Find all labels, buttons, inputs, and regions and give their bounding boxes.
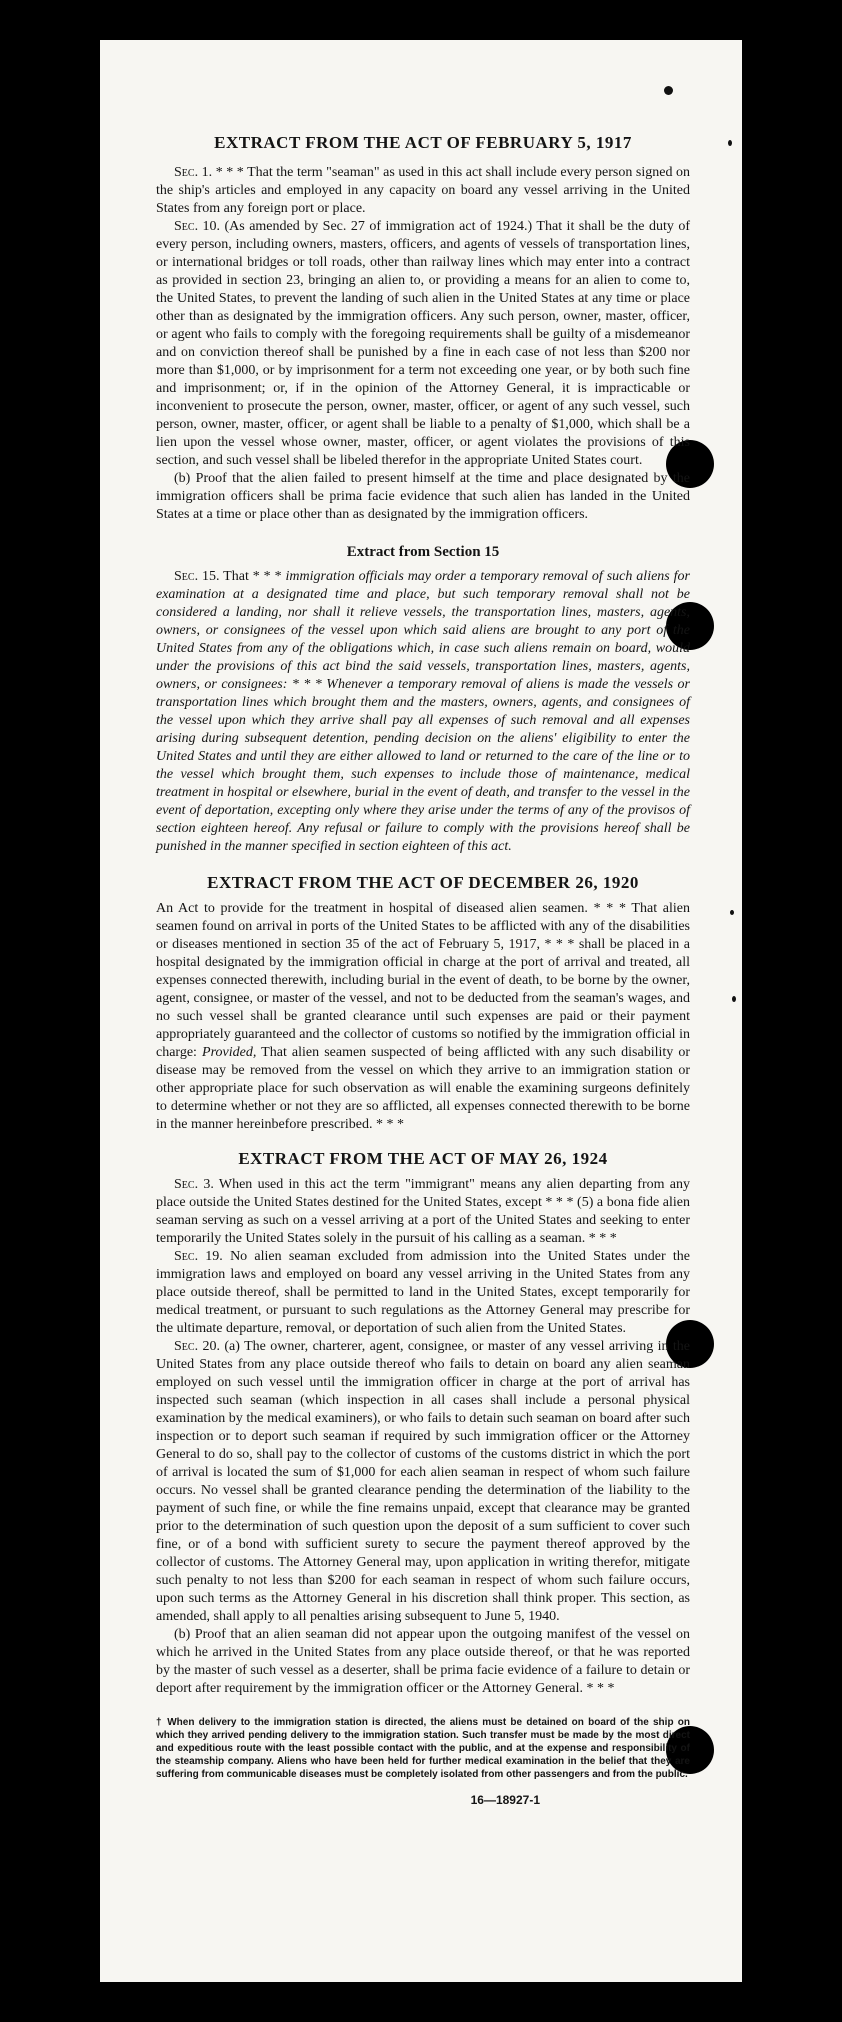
sec-10-text: (As amended by Sec. 27 of immigration act of 1924.) That it shall be the duty of every person, including owners, masters, officers, and agents of vessels of transportation lines, or international bridges or toll roads, other than railway lines which may enter into a contract as provided in section 23, bringing an alien to, or providing a means for an alien to come to, the United States, to prevent the landing of such alien in the United States at any time or place other than as designated by the immigration officers. Any such person, owner, master, officer, or agent who fails to comply with the foregoing requirements shall be guilty of a misdemeanor and on conviction thereof shall be punished by a fine in each case of not less than $200 nor more than $1,000, or by imprisonment for a term not exceeding one year, or by both such fine and imprisonment; or, if in the opinion of the Attorney General, it is impracticable or inconvenient to prosecute the person, owner, master, officer, or agent of any such vessel, such person, owner, master, officer, or agent shall be liable to a penalty of $1,000, which shall be a lien upon the vessel whose owner, master, officer, or agent violates the provisions of this section, and such vessel shall be libeled therefor in the appropriate United States court.: [156, 219, 690, 468]
act-1920-provided: Provided,: [202, 1045, 257, 1060]
sec-10-label: Sec. 10.: [174, 219, 221, 234]
act-1920-paragraph: [156, 900, 690, 1134]
heading-section-15: Extract from Section 15: [346, 544, 500, 560]
heading-act-1920: EXTRACT FROM THE ACT OF DECEMBER 26, 1920: [207, 873, 639, 892]
sec-15-text: immigration officials may order a temporary removal of such aliens for examination at a designated time and place, but such temporary removal shall not be considered a landing, nor shall it relieve vessels, the transportation lines, masters, agents, owners, or consignees of the vessel upon which said aliens are brought to any port of the United States from any of the obligations which, in case such aliens remain on board, would under the provisions of this act bind the said vessels, transportation lines, masters, agents, owners, or consignees: * * * Whenever a temporary removal of aliens is made the vessels or transportation lines which brought them and the masters, owners, agents, and consignees of the vessel upon which they arrive shall pay all expenses of such removal and all expenses arising during subsequent detention, pending decision on the aliens' eligibility to enter the United States and until they are either allowed to land or returned to the care of the line or to the vessel which brought them, such expenses to include those of maintenance, medical treatment in hospital or elsewhere, burial in the event of death, and transfer to the vessel in the event of deportation, excepting only where they arise under the terms of any of the provisos of section eighteen hereof. Any refusal or failure to comply with the provisions hereof shall be punished in the manner specified in section eighteen of this act.: [156, 569, 690, 854]
document-body: [156, 132, 690, 1807]
sec-3-label: Sec. 3.: [174, 1177, 214, 1192]
ink-speck: [730, 910, 734, 915]
sec-10-paragraph: [156, 218, 690, 470]
sec-20-text: (a) The owner, charterer, agent, consignee, or master of any vessel arriving in the United States from any place outside thereof who fails to detain on board any alien seaman employed on such vessel until the immigration officer in charge at the port of arrival has inspected such seaman (which inspection in all cases shall include a personal physical examination by the medical examiners), or who fails to detain such seaman on board after such inspection or to deport such seaman if required by such immigration officer or the Attorney General to do so, shall pay to the collector of customs of the customs district in which the port of arrival is located the sum of $1,000 for each alien seaman in respect of whom such failure occurs. No vessel shall be granted clearance pending the determination of the liability to the payment of such fine, or while the fine remains unpaid, except that clearance may be granted prior to the determination of such question upon the deposit of a sum sufficient to cover such fine, or of a bond with sufficient surety to secure the payment thereof approved by the collector of customs. The Attorney General may, upon application in writing therefor, mitigate such penalty to not less than $200 for each seaman in respect of whom such failure occurs, upon such terms as the Attorney General in his discretion shall think proper. This section, as amended, shall apply to all penalties arising subsequent to June 5, 1940.: [156, 1339, 690, 1624]
sec-15-label: Sec. 15.: [174, 569, 220, 584]
sec-15-paragraph: [156, 568, 690, 856]
act-1920-text: An Act to provide for the treatment in hospital of diseased alien seamen. * * * That alien seamen found on arrival in ports of the United States to be afflicted with any of the disabilities or diseases mentioned in section 35 of the act of February 5, 1917, * * * shall be placed in a hospital designated by the immigration official in charge at the port of arrival and treated, all expenses connected therewith, including burial in the event of death, to be borne by the owner, agent, consignee, or master of the vessel, and not to be deducted from the seaman's wages, and no such vessel shall be granted clearance until such expenses are paid or their payment appropriately guaranteed and the collector of customs so notified by the immigration official in charge:: [156, 901, 690, 1060]
sec-1-text: * * * That the term "seaman" as used in this act shall include every person signed on the ship's articles and employed in any capacity on board any vessel arriving in the United States from any foreign port or place.: [156, 165, 690, 216]
sec-10b-paragraph: (b) Proof that the alien failed to present himself at the time and place designated by the immigration officers shall be prima facie evidence that such alien has landed in the United States at a time or place other than as designated by the immigration officers.: [156, 471, 690, 522]
sec-20-paragraph: [156, 1338, 690, 1626]
footnote: † When delivery to the immigration station is directed, the aliens must be detained on board of the ship on which they arrived pending delivery to the immigration station. Such transfer must be made by the most direct and expeditious route with the least possible contact with the public, and at the expense and responsibility of the steamship company. Aliens who have been held for further medical examination in the belief that they are suffering from communicable diseases must be completely isolated from other passengers and from the public.: [156, 1717, 690, 1780]
sec-3-text: When used in this act the term "immigrant" means any alien departing from any place outside the United States destined for the United States, except * * * (5) a bona fide alien seaman serving as such on a vessel arriving at a port of the United States and seeking to enter temporarily the United States solely in the pursuit of his calling as a seaman. * * *: [156, 1177, 690, 1246]
ink-speck: [728, 140, 732, 146]
sec-1-paragraph: [156, 164, 690, 218]
ink-speck: [664, 86, 673, 95]
form-number: 16—18927-1: [470, 1793, 540, 1807]
sec-19-label: Sec. 19.: [174, 1249, 223, 1264]
heading-act-1917: EXTRACT FROM THE ACT OF FEBRUARY 5, 1917: [214, 133, 632, 152]
ink-speck: [732, 996, 736, 1002]
sec-19-text: No alien seaman excluded from admission into the United States under the immigration laws and employed on board any vessel arriving in the United States from any place outside thereof, shall be permitted to land in the United States, except temporarily for medical treatment, or pursuant to such regulations as the Attorney General may prescribe for the ultimate departure, removal, or deportation of such alien from the United States.: [156, 1249, 690, 1336]
sec-1-label: Sec. 1.: [174, 165, 213, 180]
sec-15-lead: That * * *: [223, 569, 282, 584]
sec-19-paragraph: [156, 1248, 690, 1338]
heading-act-1924: EXTRACT FROM THE ACT OF MAY 26, 1924: [238, 1149, 608, 1168]
sec-20b-paragraph: (b) Proof that an alien seaman did not appear upon the outgoing manifest of the vessel on which he arrived in the United States from any place outside thereof, or that he was reported by the master of such vessel as a deserter, shall be prima facie evidence of a failure to detain or deport after requirement by the immigration officer or the Attorney General. * * *: [156, 1627, 690, 1696]
act-1920-text2: That alien seamen suspected of being afflicted with any such disability or disease may be removed from the vessel on which they arrive to an immigration station or other appropriate place for such observation as will enable the examining surgeons definitely to determine whether or not they are so afflicted, all expenses connected therewith to be borne in the manner hereinbefore prescribed. * * *: [156, 1045, 690, 1132]
sec-20-label: Sec. 20.: [174, 1339, 220, 1354]
document-page: [100, 40, 742, 1982]
sec-3-paragraph: [156, 1176, 690, 1248]
